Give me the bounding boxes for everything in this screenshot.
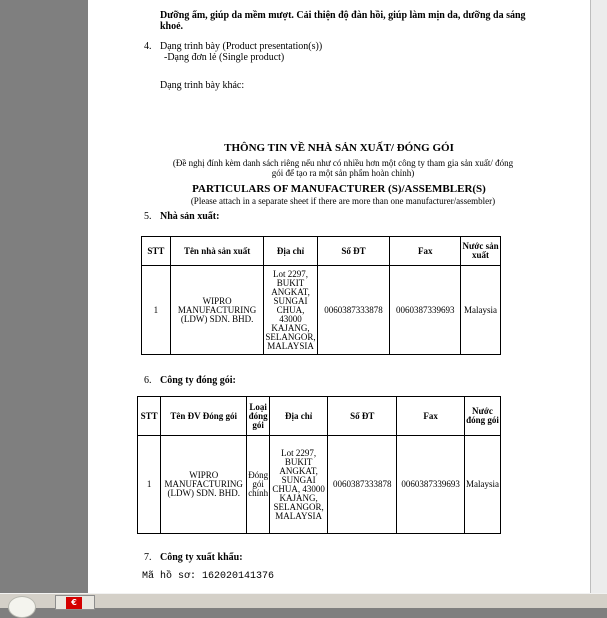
table-row: 1 WIPRO MANUFACTURING (LDW) SDN. BHD. Lot 2297, BUKIT ANGKAT, SUNGAI CHUA, 43000 KAJANG, SELANGOR, MALAYSIA 0060387333878 0060387339693 Malaysia (142, 266, 501, 355)
table-header-row: STT Tên nhà sản xuất Địa chỉ Số ĐT Fax Nước sản xuất (142, 237, 501, 266)
section-4-other: Dạng trình bày khác: (160, 80, 245, 91)
taskbar (0, 593, 607, 608)
app-icon: € (66, 597, 82, 609)
packager-table (137, 396, 501, 534)
section-4-number: 4. (144, 41, 152, 52)
manufacturer-table (141, 236, 501, 355)
section-7-label: Công ty xuất khẩu: (160, 552, 243, 563)
manufacturer-note-en: (Please attach in a separate sheet if there are more than one manufacturer/assembler) (190, 196, 496, 206)
intro-text: Dưỡng ẩm, giúp da mềm mượt. Cải thiện độ đàn hồi, giúp làm mịn da, dưỡng da sáng khoẻ. (160, 10, 526, 32)
start-button[interactable] (8, 596, 36, 618)
manufacturer-title-vi: THÔNG TIN VỀ NHÀ SẢN XUẤT/ ĐÓNG GÓI (224, 142, 454, 154)
manufacturer-title-en: PARTICULARS OF MANUFACTURER (S)/ASSEMBLER(S) (192, 183, 486, 195)
document-page (88, 0, 590, 593)
table-row: 1 WIPRO MANUFACTURING (LDW) SDN. BHD. Đóng gói chính Lot 2297, BUKIT ANGKAT, SUNGAI CHUA, 43000 KAJANG, SELANGOR, MALAYSIA 0060387333878 0060387339693 Malaysia (138, 436, 501, 534)
section-5-label: Nhà sản xuất: (160, 211, 220, 222)
section-6-label: Công ty đóng gói: (160, 375, 236, 386)
table-header-row: STT Tên ĐV Đóng gói Loại đóng gói Địa chỉ Số ĐT Fax Nước đóng gói (138, 397, 501, 436)
manufacturer-note-vi: (Đề nghị đính kèm danh sách riêng nếu như có nhiều hơn một công ty tham gia sản xuất/ đóng gói để tạo ra một sản phẩm hoàn chỉnh) (172, 158, 514, 178)
section-6-number: 6. (144, 375, 152, 386)
viewer-scroll-gutter[interactable] (590, 0, 607, 593)
section-5-number: 5. (144, 211, 152, 222)
record-code: Mã hồ sơ: 162020141376 (142, 571, 275, 582)
taskbar-app-button[interactable] (55, 595, 95, 610)
section-4-label: Dạng trình bày (Product presentation(s)) (160, 41, 323, 52)
section-7-number: 7. (144, 552, 152, 563)
section-4-option: -Dạng đơn lẻ (Single product) (164, 52, 285, 63)
